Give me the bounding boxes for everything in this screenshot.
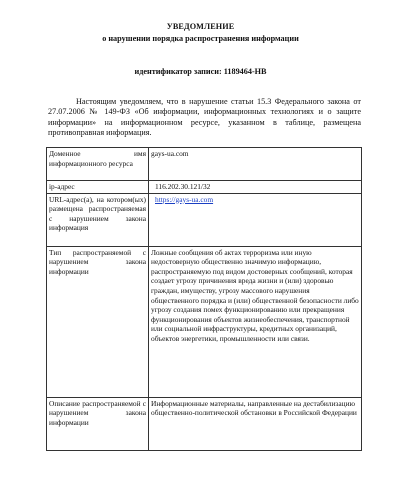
description-value: Информационные материалы, направленные на дестабилизацию общественно-политической обстановки в Российской Федерации bbox=[149, 397, 362, 450]
table-row-info-type bbox=[47, 246, 362, 397]
document-title: УВЕДОМЛЕНИЕ bbox=[166, 22, 235, 31]
document-subtitle: о нарушении порядка распространения информации bbox=[102, 34, 299, 43]
ip-value: 116.202.30.121/32 bbox=[149, 181, 362, 194]
resource-url-link[interactable]: https://gays-ua.com bbox=[155, 194, 214, 204]
table-row-ip bbox=[47, 181, 362, 194]
info-type-label: Тип распространяемой с нарушением закона информации bbox=[47, 246, 149, 397]
table-row-domain bbox=[47, 148, 362, 181]
domain-value: gays-ua.com bbox=[149, 148, 362, 181]
table-row-description bbox=[47, 397, 362, 450]
intro-paragraph: Настоящим уведомляем, что в нарушение статьи 15.3 Федерального закона от 27.07.2006 № 149-ФЗ «Об информации, информационных технологиях и о защите информации» на информационном ресурсе, указанном в таблице, размещена противоправная информация. bbox=[48, 97, 361, 137]
url-cell bbox=[149, 193, 362, 246]
record-identifier: идентификатор записи: 1189464-НВ bbox=[134, 67, 267, 76]
url-label: URL-адрес(а), на котором(ых) размещена распространяемая с нарушением закона информация bbox=[47, 193, 149, 246]
resource-table bbox=[46, 147, 362, 451]
description-label: Описание распространяемой с нарушением закона информации bbox=[47, 397, 149, 450]
ip-label: ip-адрес bbox=[47, 181, 149, 194]
domain-label: Доменное имя информационного ресурса bbox=[47, 148, 149, 181]
info-type-value: Ложные сообщения об актах терроризма или иную недостоверную общественно значимую информацию, распространяемую под видом достоверных сообщений, которая создает угрозу причинения вреда жизни и (или) здоровью граждан, имуществу, угрозу массового нарушения общественного порядка и (или) общественной безопасности либо угрозу создания помех функционированию или прекращения функционирования объектов жизнеобеспечения, транспортной или социальной инфраструктуры, кредитных организаций, объектов энергетики, промышленности или связи. bbox=[149, 246, 362, 397]
table-row-url bbox=[47, 193, 362, 246]
